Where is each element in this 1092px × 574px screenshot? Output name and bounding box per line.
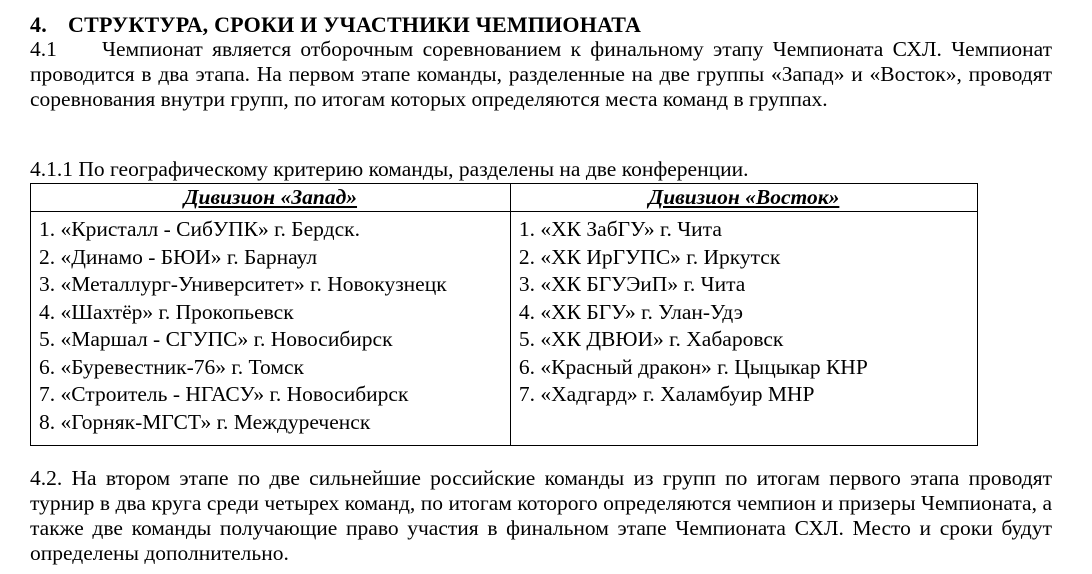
west-teams-cell — [31, 212, 511, 446]
divisions-table — [30, 183, 978, 446]
team-list-item: 4. «Шахтёр» г. Прокопьевск — [39, 299, 294, 324]
team-list-item: 6. «Красный дракон» г. Цыцыкар КНР — [518, 354, 868, 379]
team-list-item: 1. «ХК ЗабГУ» г. Чита — [518, 217, 722, 241]
team-list-item: 3. «ХК БГУЭиП» г. Чита — [518, 272, 746, 296]
team-list-item: 8. «Горняк-МГСТ» г. Междуреченск — [39, 409, 371, 434]
header-division-west: Дивизион «Запад» — [31, 184, 511, 212]
header-division-east: Дивизион «Восток» — [510, 184, 977, 212]
team-list-item: 2. «Динамо - БЮИ» г. Барнаул — [39, 244, 318, 269]
team-list-item: 7. «Хадгард» г. Халамбуир МНР — [518, 382, 815, 406]
team-list-item: 2. «ХК ИрГУПС» г. Иркутск — [518, 244, 781, 269]
team-list-item: 4. «ХК БГУ» г. Улан-Удэ — [518, 299, 743, 324]
team-list-item: 7. «Строитель - НГАСУ» г. Новосибирск — [39, 382, 409, 406]
team-list-item: 5. «ХК ДВЮИ» г. Хабаровск — [518, 327, 784, 351]
team-list-item: 5. «Маршал - СГУПС» г. Новосибирск — [39, 327, 393, 351]
team-list-item: 3. «Металлург-Университет» г. Новокузнецк — [39, 272, 447, 296]
section-number: 4. — [30, 12, 47, 37]
table-body-row — [31, 212, 978, 446]
section-title: СТРУКТУРА, СРОКИ И УЧАСТНИКИ ЧЕМПИОНАТА — [68, 12, 642, 37]
paragraph-4-1-number: 4.1 — [30, 37, 57, 61]
paragraph-4-1-1: 4.1.1 По географическому критерию команды, разделены на две конференции. — [30, 157, 749, 181]
team-list-item: 6. «Буревестник-76» г. Томск — [39, 354, 304, 379]
paragraph-4-1-text: Чемпионат является отборочным соревнованием к финальному этапу Чемпионата СХЛ. Чемпионат проводится в два этапа. На первом этапе команды, разделенные на две группы «Запад» и «Восток», проводят соревнования внутри групп, по итогам которых определяются места команд в группах. — [30, 37, 1052, 111]
paragraph-4-2: 4.2. На втором этапе по две сильнейшие российские команды из групп по итогам первого этапа проводят турнир в два круга среди четырех команд, по итогам которого определяются чемпион и призеры Чемпионата, а также две команды получающие право участия в финальном этапе Чемпионата СХЛ. Место и сроки будут определены дополнительно. — [30, 466, 1052, 565]
paragraph-4-1 — [30, 37, 1052, 112]
team-list-item: 1. «Кристалл - СибУПК» г. Бердск. — [39, 217, 360, 241]
section-heading — [30, 12, 641, 37]
east-teams-cell — [510, 212, 977, 446]
table-header-row — [31, 184, 978, 212]
